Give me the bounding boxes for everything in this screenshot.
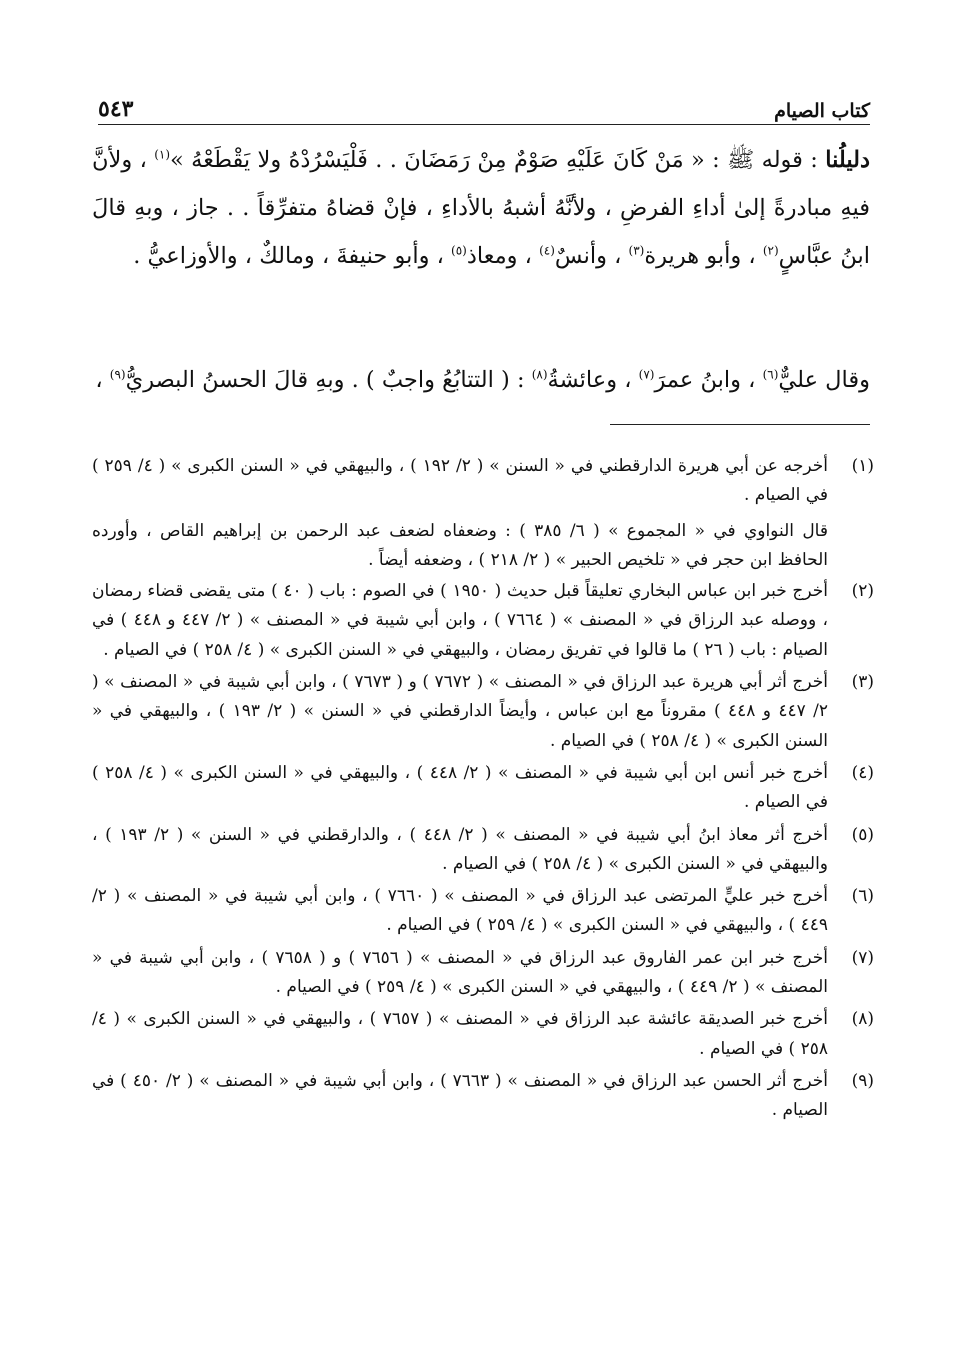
footnote-body: أخرج خبر عليٍّ المرتضى عبد الرزاق في « المصنف » ( ٧٦٦٠ ) ، وابن أبي شيبة في « المصنف » ( ٢/ ٤٤٩ ) ، والبيهقي في « السنن الكبرى » ( ٤/ ٢٥٩ ) في الصيام .	[92, 886, 828, 936]
text-run: ، وأنسٌ	[554, 243, 629, 269]
footnote-number: (٦)	[851, 886, 874, 907]
text-run: : قوله ﷺ : « مَنْ كَانَ عَلَيْهِ صَوْمٌ مِنْ رَمَضَانَ . . فَلْيَسْرُدْهُ ولا يَقْطَعْهُ »	[170, 147, 826, 173]
text-run: : ( التتابُعُ واجبٌ ) . وبهِ قالَ الحسنُ البصريُّ	[125, 367, 532, 393]
footnote-text	[92, 882, 828, 941]
lead-word: دليلُنا	[825, 147, 870, 173]
footnote-item	[92, 452, 874, 511]
page-number: ٥٤٣	[98, 96, 134, 122]
footnote-ref[interactable]: (٩)	[109, 367, 126, 382]
paragraph-evidence	[92, 136, 870, 280]
footnote-number: (٧)	[851, 947, 874, 968]
footnote-text	[92, 944, 828, 1003]
footnote-ref[interactable]: (١)	[154, 147, 171, 162]
main-text-continued	[92, 356, 870, 404]
footnote-ref[interactable]: (٢)	[762, 243, 779, 258]
footnote-number: (٨)	[851, 1009, 874, 1030]
footnote-item	[92, 759, 874, 818]
footnote-number: (٥)	[851, 824, 874, 845]
header-divider	[98, 124, 870, 125]
chapter-title: كتاب الصيام	[774, 100, 870, 122]
footnote-item	[92, 1005, 874, 1064]
footnote-ref[interactable]: (٧)	[638, 367, 655, 382]
footnote-body: أخرج أثر الحسن عبد الرزاق في « المصنف » ( ٧٦٦٣ ) ، وابن أبي شيبة في « المصنف » ( ٢/ ٤٥٠ ) في الصيام .	[92, 1070, 828, 1121]
footnote-item	[92, 821, 874, 880]
footnote-divider	[610, 424, 870, 425]
text-run: ، وعائشةُ	[547, 367, 639, 393]
footnote-ref[interactable]: (٨)	[531, 367, 548, 382]
footnote-text	[92, 452, 828, 511]
text-run: وقال عليٌّ	[778, 367, 870, 393]
footnote-item	[92, 944, 874, 1003]
text-run: ،	[95, 367, 110, 393]
footnote-ref[interactable]: (٣)	[628, 243, 645, 258]
footnote-text	[92, 1005, 828, 1064]
footnotes	[92, 452, 874, 1129]
footnote-number: (٣)	[851, 672, 874, 693]
footnote-body: أخرجه عن أبي هريرة الدارقطني في « السنن » ( ٢/ ١٩٢ ) ، والبيهقي في « السنن الكبرى » ( ٤/ ٢٥٩ ) في الصيام .	[92, 456, 829, 506]
paragraph-opinions	[92, 356, 870, 404]
footnote-ref[interactable]: (٤)	[539, 243, 555, 258]
footnote-item	[92, 1067, 874, 1126]
footnote-body: أخرج أثر أبي هريرة عبد الرزاق في « المصنف » ( ٧٦٧٢ ) و ( ٧٦٧٣ ) ، وابن أبي شيبة في « المصنف » ( ٢/ ٤٤٧ و ٤٤٨ ) مقروناً مع ابن عباس ، وأيضاً الدارقطني في « السنن » ( ٢/ ١٩٣ ) ، والبيهقي في « السنن الكبرى » ( ٤/ ٢٥٨ ) في الصيام .	[92, 672, 828, 751]
text-run: ، ولأنَّ فيهِ مبادرةً إلىٰ أداءِ الفرضِ ، ولأنَّهُ أشبهُ بالأداءِ ، فإنْ قضاهُ متفرِّقاً . . جاز ، وبهِ قالَ ابنُ عبَّاسٍ	[92, 147, 870, 269]
running-header	[98, 88, 870, 122]
text-run: ، وأبو حنيفةَ ، ومالكٌ ، والأوزاعيُّ .	[133, 243, 452, 269]
footnote-number: (٤)	[851, 762, 874, 783]
footnote-body: أخرج خبر ابن عباس البخاري تعليقاً قبل حديث ( ١٩٥٠ ) في الصوم : باب ( ٤٠ ) متى يقضى قضاء رمضان ، ووصله عبد الرزاق في « المصنف » ( ٧٦٦٤ ) ، وابن أبي شيبة في « المصنف » ( ٢/ ٤٤٧ و ٤٤٨ ) في الصيام : باب ( ٢٦ ) ما قالوا في تفريق رمضان ، والبيهقي في « السنن الكبرى » ( ٤/ ٢٥٨ ) في الصيام .	[92, 581, 828, 660]
footnote-text	[92, 759, 828, 818]
footnote-body: أخرج أثر معاذ ابنُ أبي شيبة في « المصنف » ( ٢/ ٤٤٨ ) ، والدارقطني في « السنن » ( ٢/ ١٩٣ ) ، والبيهقي في « السنن الكبرى » ( ٤/ ٢٥٨ ) في الصيام .	[92, 824, 828, 874]
text-run: ، ومعاذ	[466, 243, 540, 269]
footnote-item	[92, 668, 874, 756]
footnote-text	[92, 577, 828, 665]
footnote-number: (٢)	[851, 581, 874, 602]
footnote-number: (٩)	[851, 1070, 874, 1091]
text-run: ، وابنُ عمرَ	[654, 367, 763, 393]
footnote-body: أخرج خبر أنس ابن أبي شيبة في « المصنف » ( ٢/ ٤٤٨ ) ، والبيهقي في « السنن الكبرى » ( ٤/ ٢٥٨ ) في الصيام .	[92, 762, 828, 813]
footnote-ref[interactable]: (٦)	[762, 367, 779, 382]
footnote-text	[92, 821, 828, 880]
text-run: ، وأبو هريرة	[644, 243, 763, 269]
footnote-text	[92, 1067, 828, 1126]
footnote-body: أخرج خبر ابن عمر الفاروق عبد الرزاق في « المصنف » ( ٧٦٥٦ ) و ( ٧٦٥٨ ) ، وابن أبي شيبة في « المصنف » ( ٢/ ٤٤٩ ) ، والبيهقي في « السنن الكبرى » ( ٤/ ٢٥٩ ) في الصيام .	[92, 947, 828, 998]
footnote-text	[92, 668, 828, 756]
footnote-number: (١)	[851, 456, 874, 476]
footnote-body: أخرج خبر الصديقة عائشة عبد الرزاق في « المصنف » ( ٧٦٥٧ ) ، والبيهقي في « السنن الكبرى » ( ٤/ ٢٥٨ ) في الصيام .	[92, 1009, 828, 1059]
footnote-item	[92, 882, 874, 941]
footnote-item	[92, 577, 874, 665]
main-text	[92, 136, 870, 280]
footnote-ref[interactable]: (٥)	[451, 243, 467, 258]
footnote-addendum: قال النواوي في « المجموع » ( ٦/ ٣٨٥ ) : وضعفاه لضعف عبد الرحمن بن إبراهيم القاص ، وأورده الحافظ ابن حجر في « تلخيص الحبير » ( ٢/ ٢١٨ ) ، وضعفه أيضاً .	[92, 520, 828, 570]
